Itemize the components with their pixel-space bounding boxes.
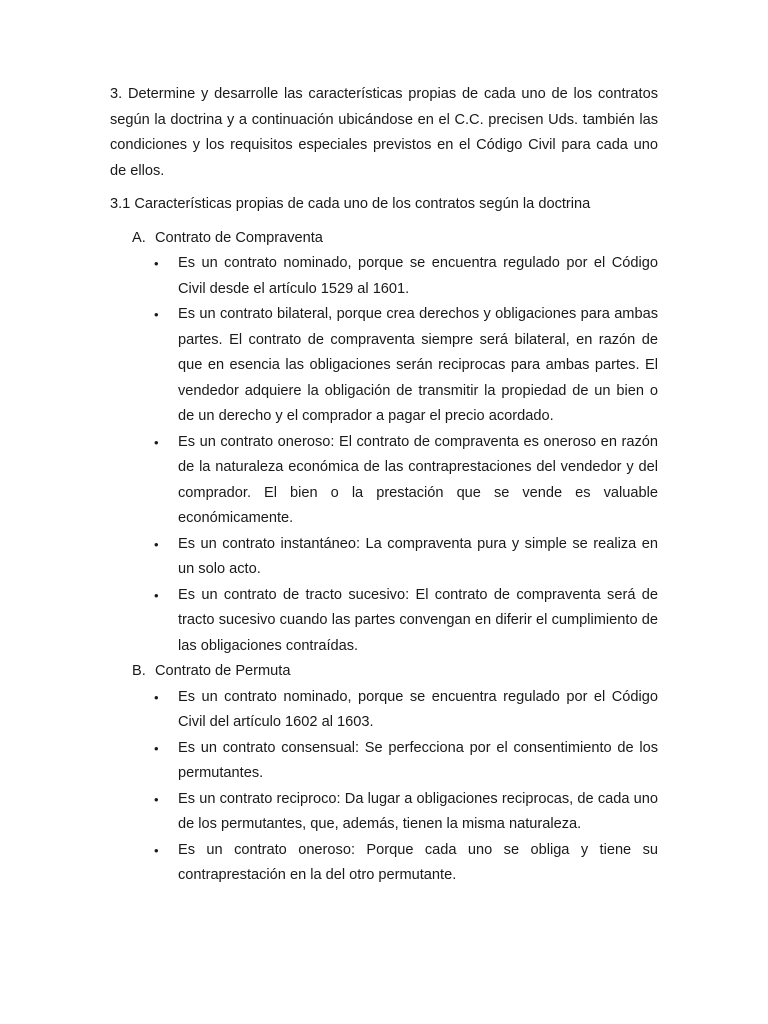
bullet-icon: • bbox=[154, 307, 159, 322]
list-item bbox=[110, 532, 658, 583]
list-item-text: Es un contrato instantáneo: La compraventa pura y simple se realiza en un solo acto. bbox=[178, 535, 658, 577]
list-item bbox=[110, 430, 658, 532]
list-item bbox=[110, 251, 658, 302]
list-item bbox=[110, 838, 658, 889]
list-item bbox=[110, 302, 658, 430]
list-item-text: Es un contrato nominado, porque se encuentra regulado por el Código Civil del artículo 1602 al 1603. bbox=[178, 688, 658, 730]
list-item-text: Es un contrato reciproco: Da lugar a obligaciones reciprocas, de cada uno de los permutantes, que, además, tienen la misma naturaleza. bbox=[178, 790, 658, 832]
bullet-icon: • bbox=[154, 740, 159, 756]
section-compraventa bbox=[110, 226, 658, 660]
bullet-icon: • bbox=[154, 587, 159, 603]
list-item bbox=[110, 685, 658, 736]
bullet-icon: • bbox=[154, 842, 159, 858]
list-item-text: Es un contrato oneroso: El contrato de compraventa es oneroso en razón de la naturaleza económica de las contraprestaciones del vendedor y del comprador. El bien o la prestación que se vende es valuable económicamente. bbox=[178, 433, 658, 526]
bullet-icon: • bbox=[154, 791, 159, 807]
section-title-text: Contrato de Compraventa bbox=[155, 229, 323, 246]
intro-paragraph: 3. Determine y desarrolle las características propias de cada uno de los contratos según la doctrina y a continuación ubicándose en el C.C. precisen Uds. también las condiciones y los requisitos especiales previstos en el Código Civil para cada uno de ellos. bbox=[110, 86, 658, 179]
list-item-text: Es un contrato consensual: Se perfecciona por el consentimiento de los permutantes. bbox=[178, 739, 658, 781]
section-letter: A. bbox=[132, 229, 146, 246]
section-letter: B. bbox=[132, 663, 146, 679]
list-item-text: Es un contrato bilateral, porque crea derechos y obligaciones para ambas partes. El contrato de compraventa siempre será bilateral, en razón de que en esencia las obligaciones serán reciprocas para ambas partes. El vendedor adquiere la obligación de transmitir la propiedad de un bien o de un derecho y el comprador a pagar el precio acordado. bbox=[178, 306, 658, 424]
list-item-text: Es un contrato nominado, porque se encuentra regulado por el Código Civil desde el artículo 1529 al 1601. bbox=[178, 255, 658, 297]
list-item bbox=[110, 787, 658, 838]
list-item-text: Es un contrato oneroso: Porque cada uno se obliga y tiene su contraprestación en la del otro permutante. bbox=[178, 841, 658, 883]
list-item bbox=[110, 583, 658, 660]
bullet-icon: • bbox=[154, 536, 159, 552]
bullet-icon: • bbox=[154, 689, 159, 705]
bullet-list-permuta bbox=[110, 685, 658, 889]
list-item-text: Es un contrato de tracto sucesivo: El contrato de compraventa será de tracto sucesivo cuando las partes convengan en diferir el cumplimiento de las obligaciones contraídas. bbox=[178, 586, 658, 654]
list-item bbox=[110, 736, 658, 787]
bullet-icon: • bbox=[154, 256, 159, 271]
section-title-text: Contrato de Permuta bbox=[155, 663, 291, 679]
section-heading: 3.1 Características propias de cada uno de los contratos según la doctrina bbox=[110, 196, 591, 212]
section-permuta bbox=[110, 659, 658, 889]
section-title-permuta bbox=[110, 659, 658, 685]
bullet-list-compraventa bbox=[110, 251, 658, 659]
bullet-icon: • bbox=[154, 434, 159, 450]
section-title-compraventa bbox=[110, 226, 658, 252]
